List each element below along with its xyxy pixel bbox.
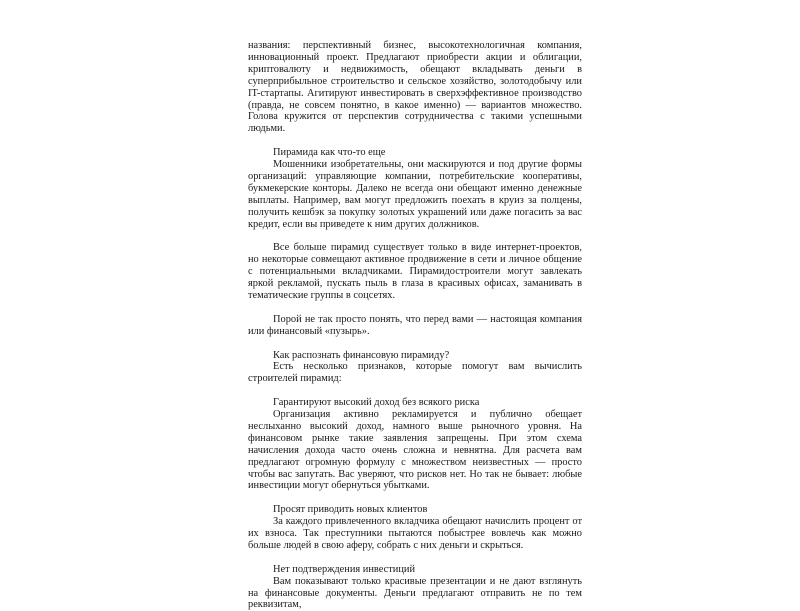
section-heading-no-confirmation: Нет подтверждения инвестиций	[273, 563, 415, 575]
paragraph-gap	[248, 385, 582, 397]
paragraph-intro: названия: перспективный бизнес, высокотехнологичная компания, инновационный проект. Предлагают приобрести акции и облигации, криптовалюту и недвижимость, обещают вкладывать деньги в суперприбыльное строительство и сельское хозяйство, золотодобычу или IT-стартапы. Агитируют инвестировать в сверхэффективное производство (правда, не совсем понятно, в какое именно) — вариантов множество. Голова кружится от перспектив сотрудничества с такими успешными людьми.	[248, 40, 582, 135]
section-heading-high-income: Гарантируют высокий доход без всякого риска	[273, 397, 480, 409]
paragraph-gap	[248, 552, 582, 564]
paragraph-disguise: Мошенники изобретательны, они маскируются и под другие формы организаций: управляющие компании, потребительские кооперативы, букмекерские конторы. Далеко не всегда они обещают именно денежные выплаты. Например, вам могут предложить поехать в круиз за полцены, получить кешбэк за покупку золотых украшений или даже погасить за вас кредит, если вы приведете к ним других должников.	[248, 159, 582, 230]
paragraph-internet-projects: Все больше пирамид существует только в виде интернет-проектов, но некоторые совмещают активное продвижение в сети и личное общение с потенциальными вкладчиками. Пирамидостроители могут завлекать яркой рекламой, пускать пыль в глаза в красивых офисах, заманивать в тематические группы в соцсетях.	[248, 242, 582, 301]
paragraph-gap	[248, 230, 582, 242]
paragraph-bubble: Порой не так просто понять, что перед вами — настоящая компания или финансовый «пузырь».	[248, 313, 582, 337]
paragraph-high-income: Организация активно рекламируется и публично обещает неслыханно высокий доход, намного выше рыночного уровня. На финансовом рынке такие заявления запрещены. При этом схема начисления дохода часто очень сложна и невнятна. Для расчета вам предлагают огромную формулу с множеством неизвестных — просто чтобы вас запутать. Вас уверяют, что рисков нет. Но так не бывает: любые инвестиции могут обернуться убытками.	[248, 409, 582, 492]
paragraph-gap	[248, 492, 582, 504]
section-heading-how-to-recognize: Как распознать финансовую пирамиду?	[273, 349, 450, 361]
paragraph-signs-intro: Есть несколько признаков, которые помогут вам вычислить строителей пирамид:	[248, 361, 582, 385]
paragraph-gap	[248, 135, 582, 147]
section-heading-pyramid-disguise: Пирамида как что-то еще	[273, 147, 386, 159]
section-heading-new-clients: Просят приводить новых клиентов	[273, 504, 428, 516]
paragraph-gap	[248, 338, 582, 350]
paragraph-new-clients: За каждого привлеченного вкладчика обещают начислить процент от их взноса. Так преступники пытаются побыстрее вовлечь как можно больше людей в свою аферу, собрать с них деньги и скрыться.	[248, 516, 582, 551]
document-page	[248, 40, 582, 611]
paragraph-no-confirmation: Вам показывают только красивые презентации и не дают взглянуть на финансовые документы. Деньги предлагают отправить не по тем реквизитам,	[248, 575, 582, 611]
paragraph-gap	[248, 302, 582, 314]
